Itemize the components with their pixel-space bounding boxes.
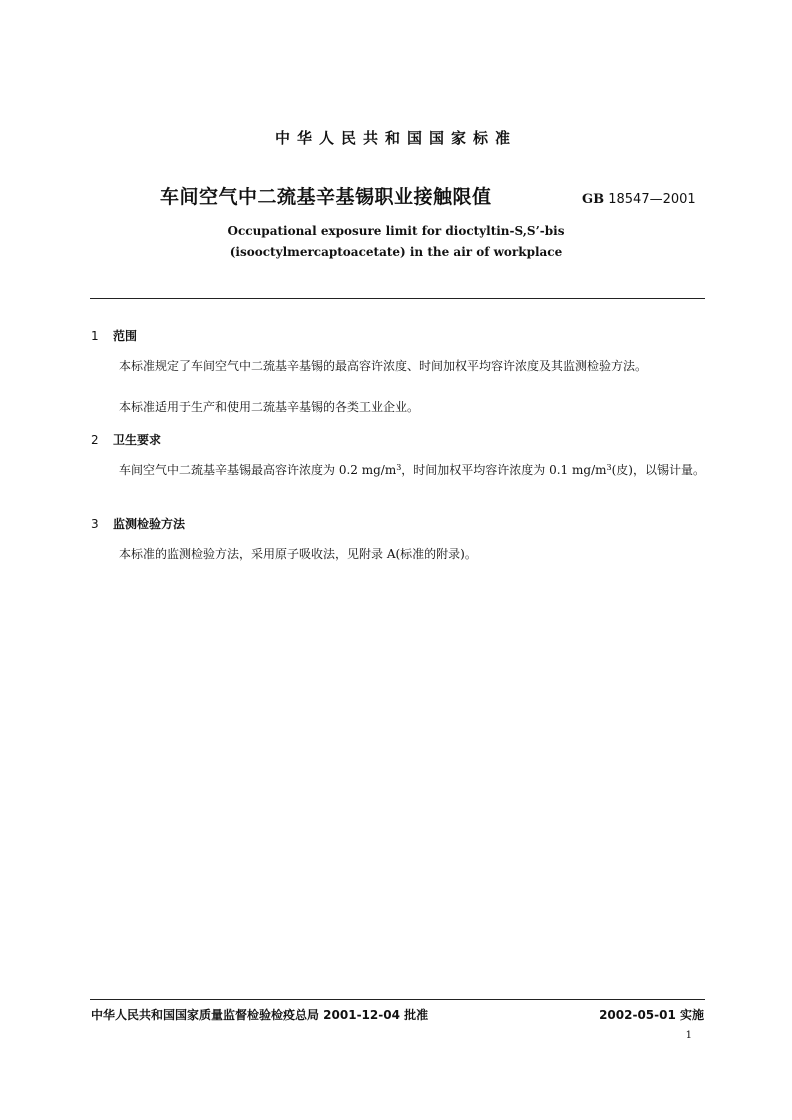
section-number: 2 — [91, 433, 99, 447]
document-title-en-line2: (isooctylmercaptoacetate) in the air of workplace — [229, 245, 563, 259]
superscript-3: 3 — [606, 463, 612, 472]
section-heading-method — [91, 515, 185, 532]
section-title: 卫生要求 — [113, 433, 162, 447]
standard-code — [582, 192, 696, 207]
section-title: 监测检验方法 — [113, 517, 186, 531]
hygiene-text-b: ，时间加权平均容许浓度为 0.1 mg/m — [401, 463, 607, 477]
hygiene-text-a: 车间空气中二巯基辛基锡最高容许浓度为 0.2 mg/m — [119, 463, 397, 477]
section-heading-scope — [91, 327, 137, 344]
paragraph-method: 本标准的监测检验方法，采用原子吸收法，见附录 A(标准的附录)。 — [119, 547, 477, 561]
section-title: 范围 — [113, 329, 138, 343]
superscript-3: 3 — [396, 463, 402, 472]
paragraph-scope-2: 本标准适用于生产和使用二巯基辛基锡的各类工业企业。 — [119, 400, 420, 414]
page-number: 1 — [685, 1030, 692, 1041]
paragraph-hygiene — [91, 461, 705, 479]
paragraph-scope-1: 本标准规定了车间空气中二巯基辛基锡的最高容许浓度、时间加权平均容许浓度及其监测检验方法。 — [119, 359, 648, 373]
standard-code-number: 18547—2001 — [608, 192, 696, 207]
header-divider — [90, 298, 705, 299]
implementation-date: 2002-05-01 实施 — [599, 1008, 704, 1022]
footer-divider — [90, 999, 705, 1000]
hygiene-text-c: (皮)，以锡计量。 — [611, 463, 705, 477]
document-title-cn: 车间空气中二巯基辛基锡职业接触限值 — [160, 186, 492, 208]
section-number: 1 — [91, 329, 99, 343]
standard-org-header: 中华人民共和国国家标准 — [274, 129, 517, 147]
standard-code-prefix: GB — [582, 192, 605, 207]
section-heading-hygiene — [91, 431, 161, 448]
document-title-en-line1: Occupational exposure limit for dioctyltin-S,S’-bis — [227, 224, 565, 238]
approval-line: 中华人民共和国国家质量监督检验检疫总局 2001-12-04 批准 — [91, 1008, 429, 1022]
section-number: 3 — [91, 517, 99, 531]
